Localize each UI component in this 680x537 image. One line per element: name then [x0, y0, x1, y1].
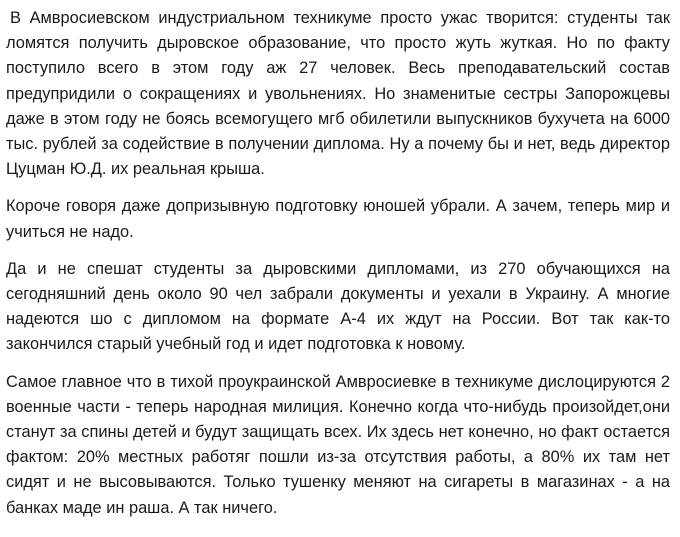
paragraph-3: Да и не спешат студенты за дыровскими дипломами, из 270 обучающихся на сегодняшний день около 90 чел забрали документы и уехали в Украину. А многие надеются шо с дипломом на формате А-4 их ждут на России. Вот так как-то закончился старый учебный год и идет подготовка к новому.: [6, 259, 670, 354]
paragraph-4: Самое главное что в тихой проукраинской Амвросиевке в техникуме дислоцируются 2 военные части - теперь народная милиция. Конечно когда что-нибудь произойдет,они станут за спины детей и будут защищать всех. Их здесь нет конечно, но факт остается фактом: 20% местных работяг пошли из-за отсутствия работы, а 80% их там нет сидят и не высовываются. Только тушенку меняют на сигареты в магазинах - а на банках маде ин раша. А так ничего.: [6, 372, 670, 517]
document-body: [6, 0, 670, 521]
paragraph-2: Короче говоря даже допризывную подготовку юношей убрали. А зачем, теперь мир и учиться не надо.: [6, 197, 670, 241]
paragraph-1: В Амвросиевском индустриальном техникуме просто ужас творится: студенты так ломятся получить дыровское образование, что просто жуть жуткая. Но по факту поступило всего в этом году аж 27 человек. Весь преподавательский состав предупридили о сокращениях и увольнениях. Но знаменитые сестры Запорожцевы даже в этом году не боясь всемогущего мгб обилетили выпускников бухучета на 6000 тыс. рублей за содействие в получении диплома. Ну а почему бы и нет, ведь директор Цуцман Ю.Д. их реальная крыша.: [6, 9, 670, 179]
